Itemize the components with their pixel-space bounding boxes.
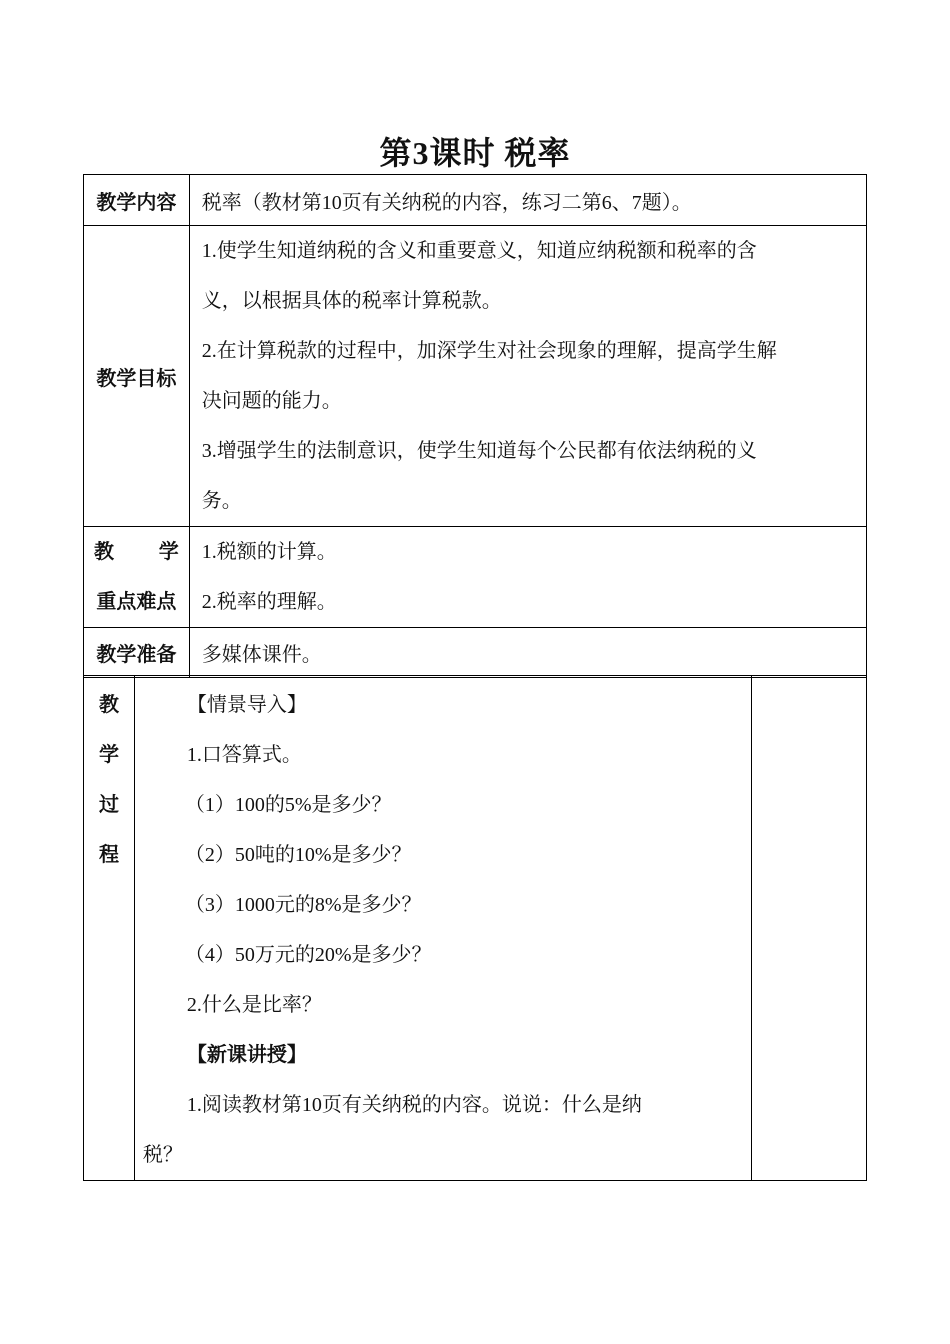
- process-label-char: 教: [98, 694, 119, 716]
- section-title-intro: 【情景导入】: [186, 694, 307, 716]
- goal-line: 1.使学生知道纳税的含义和重要意义，知道应纳税额和税率的含: [201, 240, 757, 262]
- label-teaching-goals: 教学目标: [84, 226, 190, 527]
- question-line: （2）50吨的10%是多少？: [184, 844, 412, 866]
- value-teaching-goals: [189, 226, 866, 527]
- process-label-char: 程: [98, 844, 119, 866]
- key-point-line: 1.税额的计算。: [201, 541, 337, 563]
- process-item: 2.什么是比率？: [186, 994, 322, 1016]
- notes-column: [752, 676, 867, 1181]
- lesson-info-table: [83, 174, 867, 678]
- key-point-line: 2.税率的理解。: [201, 591, 337, 613]
- goal-line: 2.在计算税款的过程中，加深学生对社会现象的理解，提高学生解: [201, 340, 777, 362]
- label-key-points-char: 学: [158, 541, 179, 563]
- process-label-char: 过: [98, 794, 119, 816]
- question-line: （1）100的5%是多少？: [184, 794, 392, 816]
- goal-line: 义，以根据具体的税率计算税款。: [201, 290, 502, 312]
- label-key-points-line2: 重点难点: [96, 591, 177, 613]
- label-teaching-process: [84, 676, 135, 1181]
- label-key-points: [84, 527, 190, 628]
- teaching-process-table: [83, 675, 867, 1181]
- value-teaching-content: 税率（教材第10页有关纳税的内容，练习二第6、7题）。: [189, 175, 866, 226]
- row-teaching-content: [84, 175, 867, 226]
- question-line: （4）50万元的20%是多少？: [184, 944, 432, 966]
- section-title-new-lesson: 【新课讲授】: [186, 1044, 307, 1066]
- row-preparation: [84, 628, 867, 678]
- page-title: 第3课时 税率: [379, 135, 571, 171]
- value-key-points: [189, 527, 866, 628]
- goal-line: 务。: [201, 490, 242, 512]
- goal-line: 决问题的能力。: [201, 390, 342, 412]
- label-teaching-content: 教学内容: [84, 175, 190, 226]
- row-teaching-goals: [84, 226, 867, 527]
- label-key-points-char: 教: [94, 541, 114, 563]
- row-teaching-process: [84, 676, 867, 1181]
- goal-line: 3.增强学生的法制意识，使学生知道每个公民都有依法纳税的义: [201, 440, 757, 462]
- process-item: 1.口答算式。: [186, 744, 302, 766]
- question-line: （3）1000元的8%是多少？: [184, 894, 422, 916]
- label-preparation: 教学准备: [84, 628, 190, 678]
- row-key-points: [84, 527, 867, 628]
- process-content: [134, 676, 752, 1181]
- process-item-continuation: 税？: [142, 1144, 183, 1166]
- value-preparation: 多媒体课件。: [189, 628, 866, 678]
- process-item: 1.阅读教材第10页有关纳税的内容。说说：什么是纳: [186, 1094, 642, 1116]
- process-label-char: 学: [98, 744, 119, 766]
